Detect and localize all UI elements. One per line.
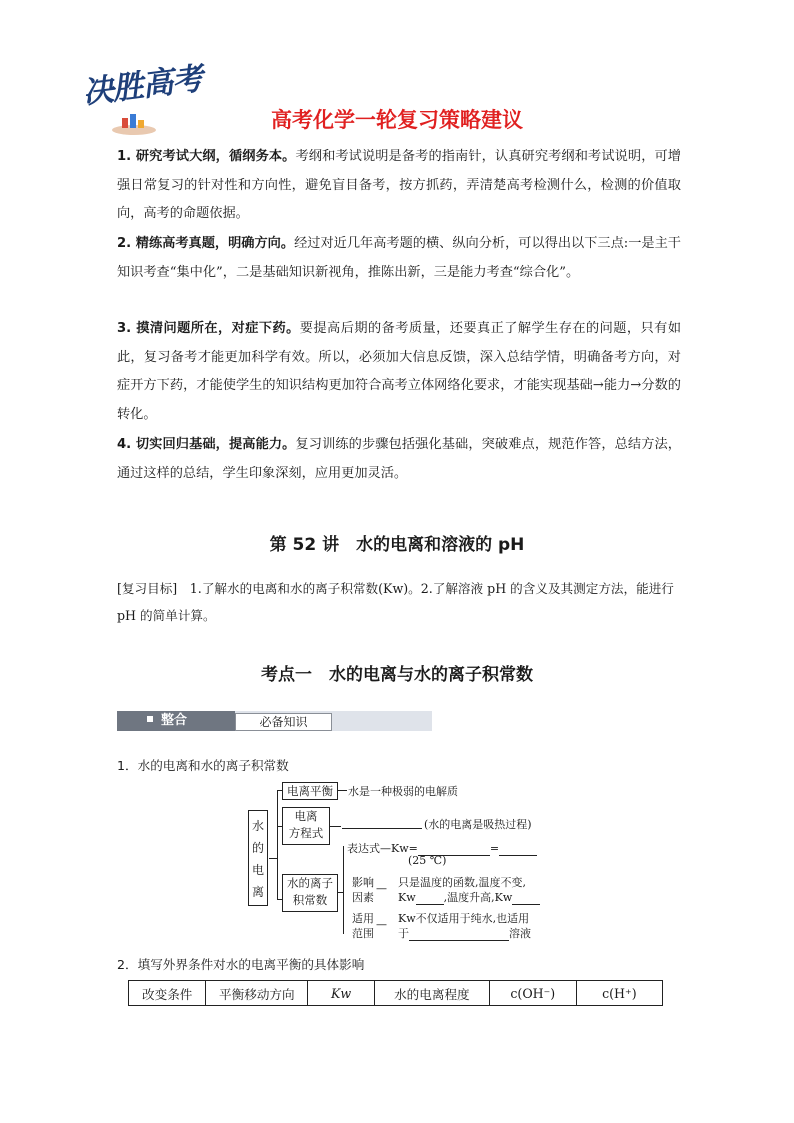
- strategy-body: 考纲和考试说明是备考的指南针，认真研究考纲和考试说明，可增强日常复习的针对性和方向性，避免盲目备考，按方抓药，弄清楚高考检测什么，检测的价值取向，高考的命题依据。: [117, 149, 681, 221]
- root-char: 水: [251, 819, 264, 833]
- column-header: 水的电离程度: [374, 981, 489, 1006]
- column-header: 改变条件: [129, 981, 206, 1006]
- desc-part: 溶液: [509, 927, 531, 940]
- label-line: 因素: [352, 891, 374, 904]
- column-header: 平衡移动方向: [206, 981, 308, 1006]
- connector: [329, 826, 341, 827]
- strategy-heading: 3. 摸清问题所在，对症下药。: [117, 321, 300, 336]
- branch3-line: 积常数: [292, 893, 328, 907]
- banner-light-tab: 必备知识: [235, 713, 332, 731]
- label-line: 适用: [352, 912, 374, 925]
- connector: [277, 790, 278, 900]
- influence-description: [398, 875, 540, 905]
- branch-ion-product: [282, 874, 338, 912]
- conditions-table: [128, 980, 663, 1006]
- strategy-4: [117, 431, 681, 488]
- scope-description: [398, 911, 531, 941]
- branch2-description: (水的电离是吸热过程): [424, 818, 532, 831]
- desc-part: ,温度升高,Kw: [443, 891, 513, 904]
- blank-line: [342, 816, 422, 829]
- desc-line: 只是温度的函数,温度不变,: [398, 876, 526, 889]
- blank-line: [499, 843, 537, 856]
- root-char: 离: [251, 885, 264, 899]
- root-char: 的: [251, 841, 264, 855]
- objectives-label: [复习目标]: [117, 581, 178, 596]
- label-line: 范围: [352, 927, 374, 940]
- branch3-line: 水的离子: [287, 876, 333, 890]
- blank-line: [512, 892, 540, 905]
- square-icon: [147, 716, 153, 722]
- branch2-blank: [342, 816, 422, 829]
- lecture-title: 第 52 讲 水的电离和溶液的 pH: [269, 535, 525, 555]
- equals-sign: =: [489, 842, 500, 855]
- page-title: 高考化学一轮复习策略建议: [271, 108, 523, 132]
- diagram-root: [248, 810, 268, 906]
- desc-line: Kw不仅适用于纯水,也适用: [398, 912, 530, 925]
- connector: [337, 790, 347, 791]
- strategy-body: 复习训练的步骤包括强化基础，突破难点，规范作答，总结方法，通过这样的总结，学生印象深刻，应用更加灵活。: [117, 437, 681, 481]
- kw-symbol: Kw=: [391, 842, 418, 855]
- column-header: c(H⁺): [576, 981, 662, 1006]
- branch1-description: 水是一种极弱的电解质: [348, 785, 458, 798]
- banner-dark-label: 整合: [161, 713, 188, 728]
- strategy-body: 经过对近几年高考题的横、纵向分析，可以得出以下三点:一是主干知识考查“集中化”，二是基础知识新视角，推陈出新，三是能力考查“综合化”。: [117, 236, 681, 280]
- objectives-text: 1.了解水的电离和水的离子积常数(Kw)。2.了解溶液 pH 的含义及其测定方法，能进行 pH 的简单计算。: [117, 581, 674, 623]
- column-header: c(OH⁻): [489, 981, 576, 1006]
- strategy-heading: 1. 研究考试大纲，循纲务本。: [117, 149, 296, 164]
- strategy-1: [117, 143, 681, 229]
- influence-label: [352, 875, 374, 905]
- root-char: 电: [251, 863, 264, 877]
- desc-part: 于: [398, 927, 409, 940]
- section-heading-2: 2．填写外界条件对水的电离平衡的具体影响: [117, 957, 365, 972]
- desc-part: Kw: [398, 891, 416, 904]
- section-heading-1: 1．水的电离和水的离子积常数: [117, 758, 289, 773]
- banner-dark-tab: [117, 711, 235, 731]
- point-title: 考点一 水的电离与水的离子积常数: [261, 665, 533, 685]
- connector: [269, 858, 277, 859]
- strategy-body: 要提高后期的备考质量，还要真正了解学生存在的问题，只有如此，复习备考才能更加科学有效。所以，必须加大信息反馈，深入总结学情，明确备考方向，对症开方下药，才能使学生的知识结构更加符合高考立体网络化要求，才能实现基础→能力→分数的转化。: [117, 321, 682, 422]
- expression-label: 表达式: [347, 842, 380, 855]
- branch2-line: 电离: [294, 809, 318, 823]
- strategy-2: [117, 230, 681, 287]
- expression-row: 表达式—Kw= =: [347, 840, 537, 856]
- connector: [343, 846, 344, 934]
- strategy-3: [117, 315, 681, 429]
- table-header-row: [129, 981, 663, 1006]
- branch2-line: 方程式: [288, 826, 324, 840]
- label-line: 影响: [352, 876, 374, 889]
- blank-line: [416, 892, 444, 905]
- branch-ionization-equilibrium: 电离平衡: [282, 782, 338, 800]
- concept-diagram: [240, 780, 560, 945]
- dash: —: [376, 882, 387, 895]
- scope-label: [352, 911, 374, 941]
- expression-temp: (25 ℃): [408, 854, 447, 867]
- strategy-heading: 4. 切实回归基础，提高能力。: [117, 437, 296, 452]
- blank-line: [409, 928, 509, 941]
- section-banner: [117, 711, 432, 731]
- review-objectives: [117, 575, 681, 629]
- branch-ionization-equation: [282, 807, 330, 845]
- logo-text: 决胜高考: [80, 60, 205, 112]
- strategy-heading: 2. 精练高考真题，明确方向。: [117, 236, 295, 251]
- column-header: Kw: [308, 981, 375, 1006]
- dash: —: [376, 918, 387, 931]
